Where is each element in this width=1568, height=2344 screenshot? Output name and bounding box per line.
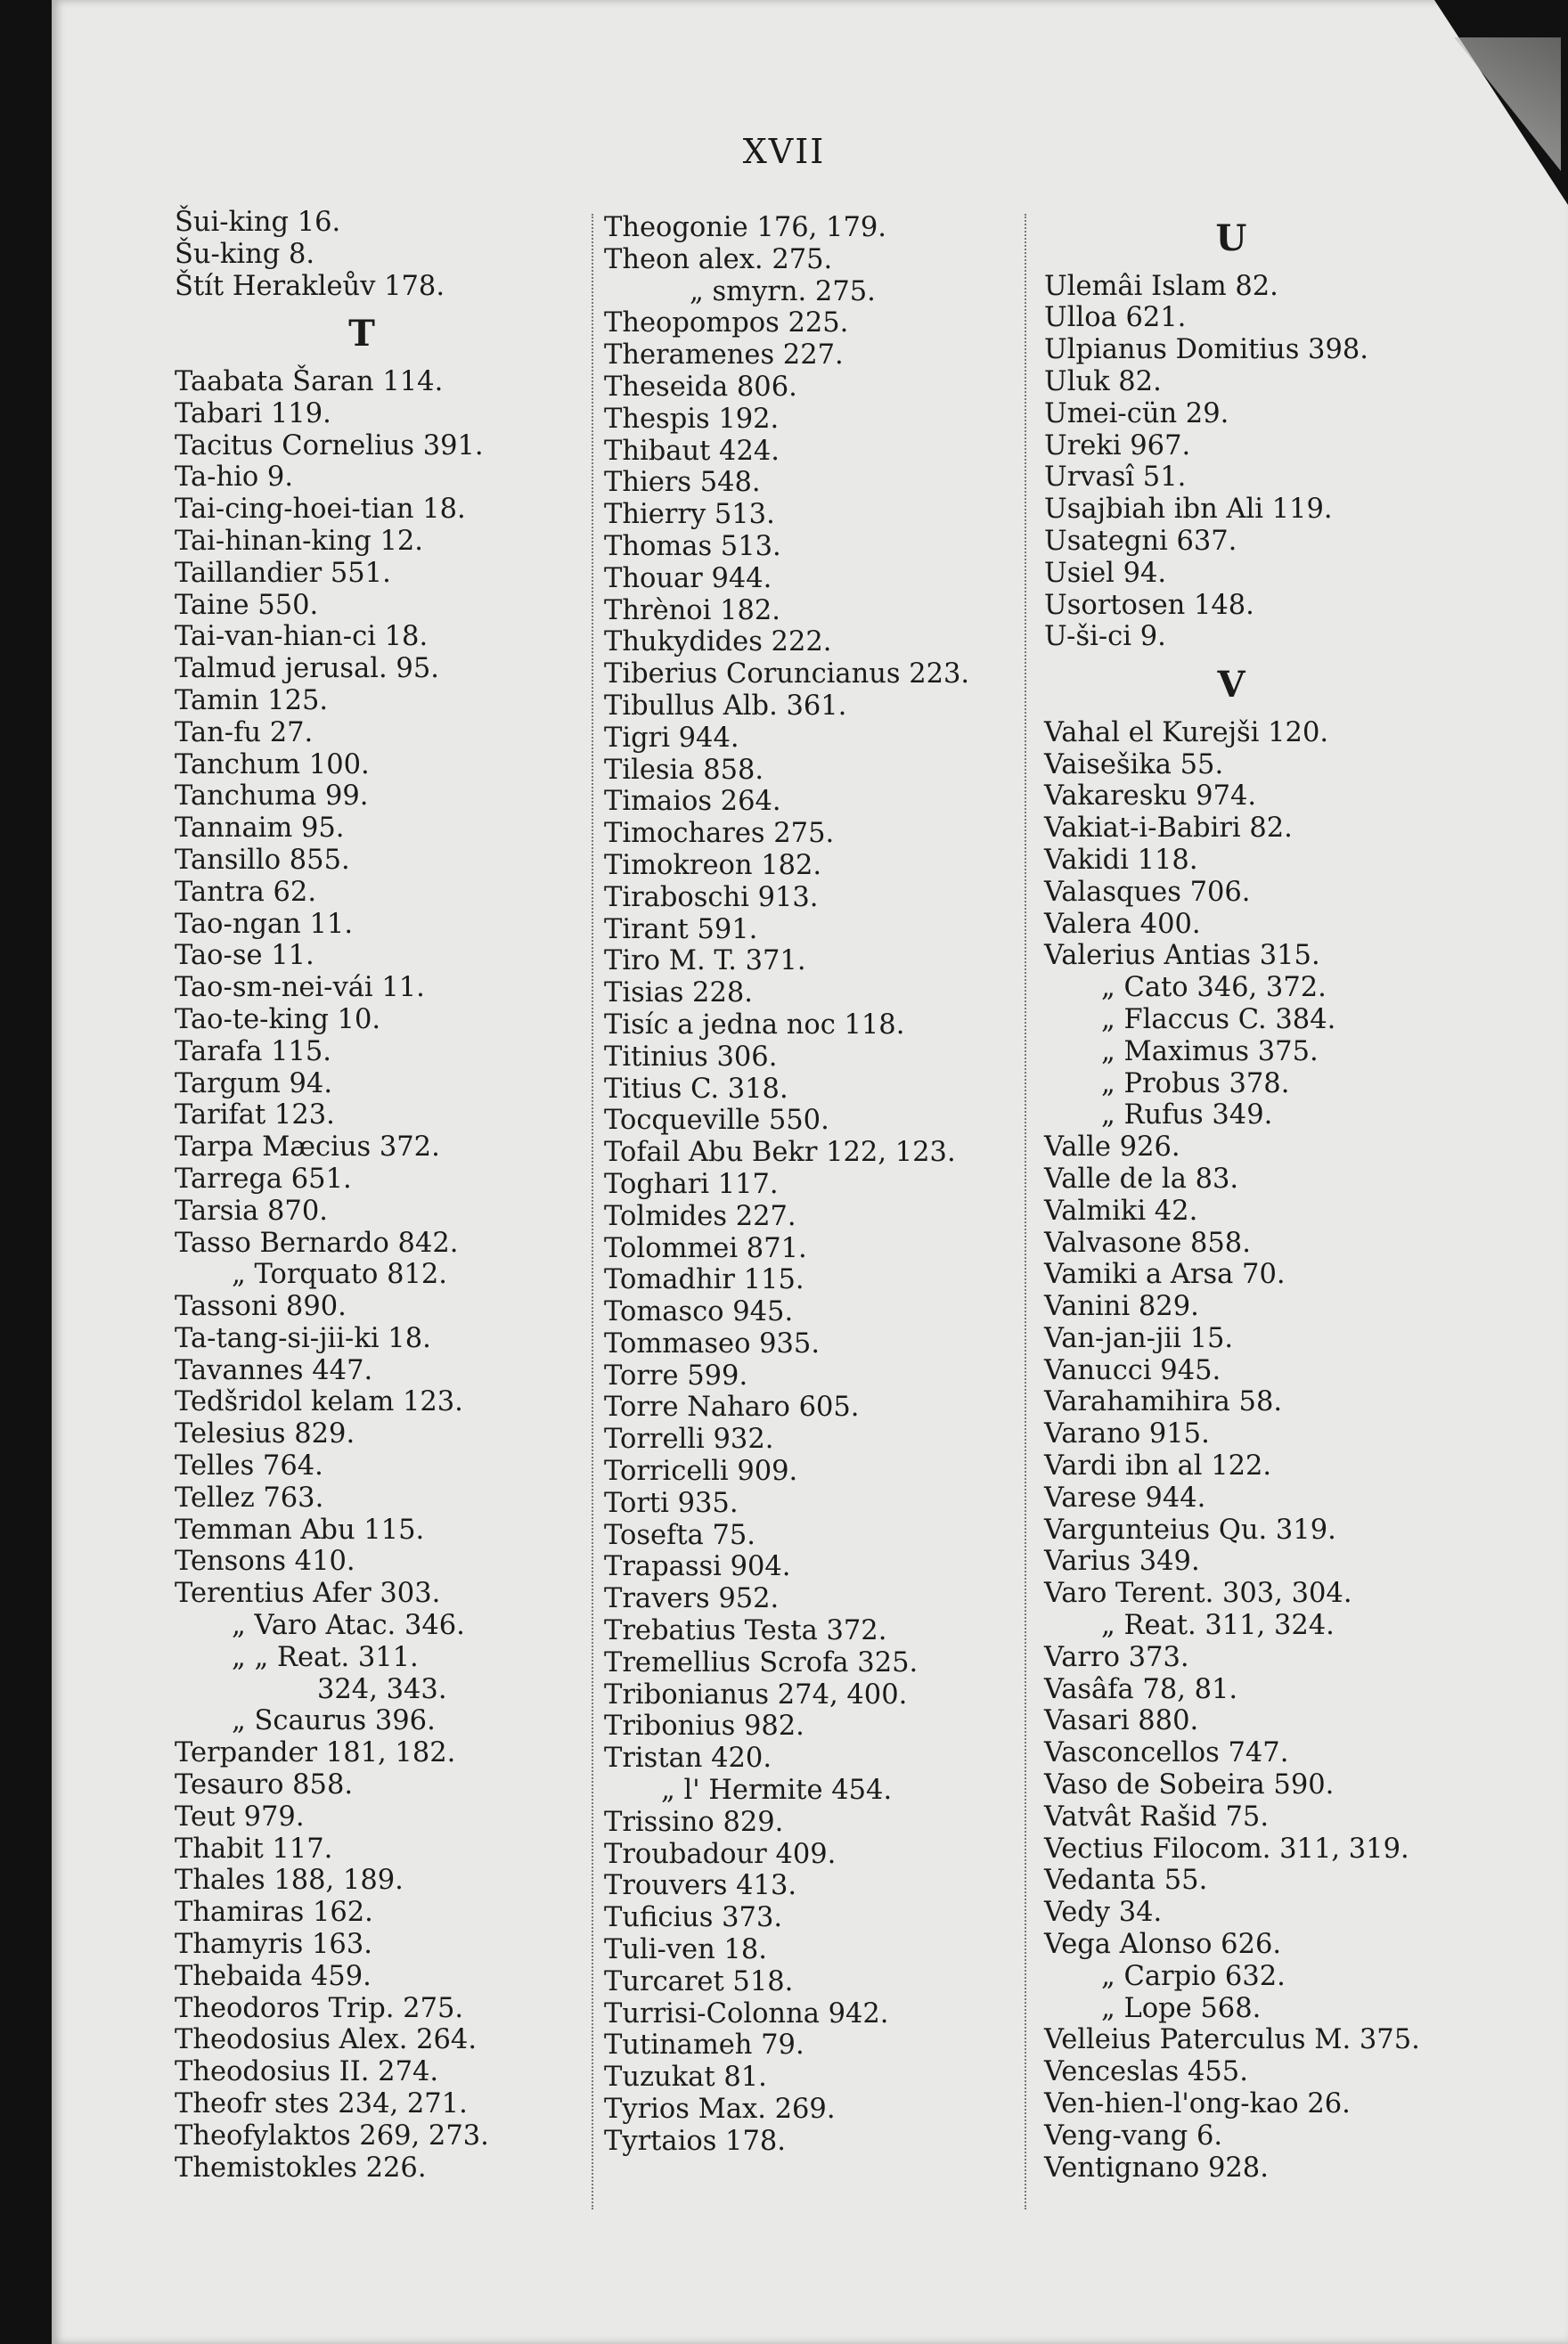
index-entry: Tofail Abu Bekr 122, 123. — [604, 1137, 956, 1169]
index-entry: Tesauro 858. — [175, 1769, 354, 1801]
index-entry: Tao-sm-nei-vái 11. — [175, 972, 425, 1004]
index-entry: Tao-te-king 10. — [175, 1003, 381, 1035]
index-entry: „ Carpio 632. — [1101, 1960, 1286, 1992]
index-entry: Vasconcellos 747. — [1044, 1737, 1289, 1769]
index-entry: Thiers 548. — [604, 467, 761, 499]
index-entry: Tai-hinan-king 12. — [175, 525, 423, 557]
index-entry: Valerius Antias 315. — [1044, 940, 1320, 972]
index-entry: Ven-hien-l'ong-kao 26. — [1044, 2088, 1351, 2120]
index-entry: Šui-king 16. — [175, 207, 341, 238]
index-entry: Telles 764. — [175, 1450, 323, 1482]
index-entry: Themistokles 226. — [175, 2152, 427, 2184]
index-entry: Urvasî 51. — [1044, 461, 1187, 494]
index-entry: Theofylaktos 269, 273. — [175, 2119, 489, 2152]
index-entry: Troubadour 409. — [604, 1838, 837, 1870]
index-entry: Teut 979. — [175, 1801, 305, 1833]
index-entry: Ulloa 621. — [1044, 302, 1187, 334]
index-entry: Varese 944. — [1044, 1482, 1206, 1514]
index-entry: Tibullus Alb. 361. — [604, 690, 847, 722]
index-entry: Thamiras 162. — [175, 1897, 373, 1929]
index-entry: Tan-fu 27. — [175, 716, 314, 748]
index-entry: Tremellius Scrofa 325. — [604, 1646, 919, 1678]
index-entry: Šu-king 8. — [175, 238, 315, 270]
index-entry: Velleius Paterculus M. 375. — [1044, 2024, 1420, 2056]
index-entry: Vahal el Kurejši 120. — [1044, 716, 1329, 748]
index-entry: Veng-vang 6. — [1044, 2119, 1223, 2152]
letter-heading: T — [348, 313, 375, 355]
index-entry: Theramenes 227. — [604, 339, 844, 372]
column-divider — [592, 214, 597, 2209]
index-entry: Vanucci 945. — [1044, 1354, 1221, 1386]
index-entry: Tribonius 982. — [604, 1711, 804, 1743]
index-entry: Vaso de Sobeira 590. — [1044, 1769, 1335, 1801]
letter-heading: U — [1215, 217, 1247, 259]
index-entry: Tavannes 447. — [175, 1354, 373, 1386]
index-entry: Vakidi 118. — [1044, 844, 1198, 876]
index-entry: Tuficius 373. — [604, 1902, 783, 1934]
index-entry: Theopompos 225. — [604, 307, 849, 339]
index-entry: „ Cato 346, 372. — [1101, 972, 1327, 1004]
index-entry: Tiraboschi 913. — [604, 881, 819, 913]
index-entry: Ta-tang-si-jii-ki 18. — [175, 1322, 431, 1354]
index-entry: Tarrega 651. — [175, 1163, 352, 1195]
index-entry: Thespis 192. — [604, 403, 780, 435]
index-entry: 324, 343. — [317, 1673, 447, 1705]
index-entry: Tai-cing-hoei-tian 18. — [175, 494, 466, 526]
index-entry: Tamin 125. — [175, 684, 329, 716]
index-entry: Varo Terent. 303, 304. — [1044, 1578, 1352, 1610]
index-entry: Tilesia 858. — [604, 754, 764, 786]
index-entry: Trapassi 904. — [604, 1551, 791, 1583]
index-entry: Ventignano 928. — [1044, 2152, 1269, 2184]
index-entry: Torre 599. — [604, 1360, 748, 1392]
index-entry: Vanini 829. — [1044, 1291, 1199, 1323]
index-entry: Tansillo 855. — [175, 844, 350, 876]
index-entry: Tassoni 890. — [175, 1291, 347, 1323]
index-entry: Trissino 829. — [604, 1806, 784, 1838]
index-entry: Varano 915. — [1044, 1418, 1210, 1450]
index-entry: Tannaim 95. — [175, 813, 345, 845]
index-entry: Theodosius Alex. 264. — [175, 2024, 478, 2056]
index-entry: Torricelli 909. — [604, 1456, 798, 1488]
index-entry: Thouar 944. — [604, 562, 772, 594]
index-entry: Tyrtaios 178. — [604, 2125, 786, 2157]
index-entry: „ Rufus 349. — [1101, 1099, 1273, 1131]
index-entry: Tomasco 945. — [604, 1296, 794, 1328]
index-entry: Tisíc a jedna noc 118. — [604, 1009, 905, 1041]
index-entry: Tasso Bernardo 842. — [175, 1227, 459, 1259]
index-entry: Tuli-ven 18. — [604, 1934, 767, 1966]
index-entry: Theogonie 176, 179. — [604, 212, 886, 243]
index-entry: Tantra 62. — [175, 876, 317, 908]
index-entry: Usortosen 148. — [1044, 589, 1254, 621]
letter-heading: V — [1217, 664, 1245, 706]
index-entry: Tarafa 115. — [175, 1035, 332, 1067]
index-entry: Theofr stes 234, 271. — [175, 2088, 468, 2120]
index-entry: Tellez 763. — [175, 1482, 324, 1514]
index-entry: Temman Abu 115. — [175, 1514, 425, 1546]
index-entry: „ smyrn. 275. — [690, 275, 876, 307]
index-entry: Tocqueville 550. — [604, 1105, 829, 1137]
index-entry: Torti 935. — [604, 1487, 739, 1519]
index-entry: Tanchuma 99. — [175, 780, 369, 813]
index-entry: Van-jan-jii 15. — [1044, 1322, 1234, 1354]
index-entry: Tarifat 123. — [175, 1099, 335, 1131]
index-entry: Tyrios Max. 269. — [604, 2094, 836, 2126]
index-entry: „ Torquato 812. — [232, 1259, 447, 1291]
index-entry: Ureki 967. — [1044, 429, 1191, 461]
index-entry: Vedanta 55. — [1044, 1865, 1208, 1897]
column-divider — [1025, 214, 1030, 2209]
index-entry: Terpander 181, 182. — [175, 1737, 456, 1769]
index-entry: Vaisešika 55. — [1044, 748, 1224, 780]
index-entry: Thierry 513. — [604, 499, 775, 531]
index-entry: Valle de la 83. — [1044, 1163, 1239, 1195]
index-entry: Thibaut 424. — [604, 435, 780, 467]
index-entry: Theseida 806. — [604, 371, 797, 403]
index-entry: „ l' Hermite 454. — [661, 1775, 893, 1807]
index-entry: Thamyris 163. — [175, 1929, 372, 1961]
index-entry: Ulpianus Domitius 398. — [1044, 334, 1368, 366]
index-entry: Varahamihira 58. — [1044, 1386, 1283, 1418]
index-entry: „ Lope 568. — [1101, 1992, 1262, 2024]
index-entry: „ Maximus 375. — [1101, 1035, 1319, 1067]
index-entry: Thebaida 459. — [175, 1960, 372, 1992]
index-entry: Tutinameh 79. — [604, 2030, 804, 2062]
index-entry: Uluk 82. — [1044, 365, 1162, 397]
index-entry: Travers 952. — [604, 1583, 780, 1615]
index-entry: Thukydides 222. — [604, 626, 832, 658]
index-entry: Targum 94. — [175, 1067, 333, 1099]
index-entry: Ta-hio 9. — [175, 461, 294, 494]
index-entry: Taine 550. — [175, 589, 319, 621]
index-entry: Vakaresku 974. — [1044, 780, 1257, 813]
index-entry: Thomas 513. — [604, 530, 781, 562]
index-entry: Talmud jerusal. 95. — [175, 653, 439, 685]
index-entry: Toghari 117. — [604, 1168, 779, 1200]
index-entry: Titinius 306. — [604, 1041, 778, 1073]
index-entry: Tosefta 75. — [604, 1519, 755, 1551]
index-entry: Ulemâi Islam 82. — [1044, 270, 1278, 302]
index-entry: Tolmides 227. — [604, 1200, 796, 1232]
index-entry: Vega Alonso 626. — [1044, 1929, 1282, 1961]
index-entry: Valle 926. — [1044, 1131, 1180, 1164]
index-entry: Tiberius Coruncianus 223. — [604, 658, 970, 690]
index-entry: Telesius 829. — [175, 1418, 355, 1450]
index-entry: Vatvât Rašid 75. — [1044, 1801, 1270, 1833]
index-entry: Usategni 637. — [1044, 525, 1237, 557]
index-entry: Tomadhir 115. — [604, 1264, 804, 1296]
index-entry: Titius C. 318. — [604, 1073, 788, 1105]
index-entry: Tisias 228. — [604, 977, 753, 1009]
index-entry: Theodosius II. 274. — [175, 2056, 439, 2088]
index-entry: „ Scaurus 396. — [232, 1705, 436, 1737]
index-entry: „ Probus 378. — [1101, 1067, 1290, 1099]
index-entry: Tigri 944. — [604, 722, 739, 754]
index-entry: Tarsia 870. — [175, 1195, 328, 1227]
index-entry: Vasari 880. — [1044, 1705, 1199, 1737]
index-entry: Varius 349. — [1044, 1546, 1200, 1578]
index-entry: Tabari 119. — [175, 397, 331, 429]
index-entry: „ „ Reat. 311. — [232, 1641, 419, 1673]
index-entry: Valera 400. — [1044, 908, 1201, 940]
index-entry: Tiro M. T. 371. — [604, 945, 806, 977]
index-entry: Vectius Filocom. 311, 319. — [1044, 1833, 1409, 1865]
index-entry: Thales 188, 189. — [175, 1865, 404, 1897]
index-entry: Tao-se 11. — [175, 940, 314, 972]
index-entry: Terentius Afer 303. — [175, 1578, 441, 1610]
index-entry: Valvasone 858. — [1044, 1227, 1251, 1259]
index-entry: Usajbiah ibn Ali 119. — [1044, 494, 1333, 526]
index-entry: U-ši-ci 9. — [1044, 621, 1166, 653]
index-entry: Vardi ibn al 122. — [1044, 1450, 1272, 1482]
index-entry: Tommaseo 935. — [604, 1327, 821, 1360]
index-entry: Turcaret 518. — [604, 1965, 794, 1997]
index-entry: Varro 373. — [1044, 1641, 1189, 1673]
index-entry: Theodoros Trip. 275. — [175, 1992, 464, 2024]
index-entry: „ Reat. 311, 324. — [1101, 1610, 1335, 1642]
index-entry: Tarpa Mæcius 372. — [175, 1131, 440, 1164]
index-entry: Theon alex. 275. — [604, 243, 833, 275]
index-entry: Vamiki a Arsa 70. — [1044, 1259, 1286, 1291]
index-entry: Timokreon 182. — [604, 849, 822, 881]
index-entry: Tirant 591. — [604, 913, 758, 945]
index-entry: Timochares 275. — [604, 818, 835, 850]
index-entry: Turrisi-Colonna 942. — [604, 1997, 889, 2030]
index-entry: Valasques 706. — [1044, 876, 1251, 908]
index-entry: Tuzukat 81. — [604, 2062, 767, 2094]
index-column-3 — [1044, 207, 1445, 2184]
index-entry: Štít Herakleův 178. — [175, 270, 445, 302]
index-entry: Tolommei 871. — [604, 1232, 807, 1264]
index-entry: Vasâfa 78, 81. — [1044, 1673, 1238, 1705]
index-entry: Torrelli 932. — [604, 1424, 774, 1456]
index-entry: Vargunteius Qu. 319. — [1044, 1514, 1336, 1546]
index-column-2 — [604, 212, 1014, 2158]
index-entry: „ Flaccus C. 384. — [1101, 1003, 1336, 1035]
index-entry: Taabata Šaran 114. — [175, 365, 444, 397]
index-entry: Trebatius Testa 372. — [604, 1615, 887, 1647]
index-entry: Tai-van-hian-ci 18. — [175, 621, 429, 653]
index-column-1 — [175, 207, 584, 2184]
index-entry: Umei-cün 29. — [1044, 397, 1229, 429]
index-entry: Tanchum 100. — [175, 748, 370, 780]
index-entry: Thabit 117. — [175, 1833, 333, 1865]
index-entry: Tensons 410. — [175, 1546, 355, 1578]
page-number: XVII — [742, 132, 826, 171]
index-entry: Venceslas 455. — [1044, 2056, 1248, 2088]
index-entry: „ Varo Atac. 346. — [232, 1610, 465, 1642]
index-entry: Torre Naharo 605. — [604, 1392, 860, 1424]
index-entry: Tedšridol kelam 123. — [175, 1386, 463, 1418]
index-entry: Thrènoi 182. — [604, 594, 780, 626]
index-entry: Vakiat-i-Babiri 82. — [1044, 813, 1293, 845]
index-entry: Tristan 420. — [604, 1743, 772, 1775]
index-entry: Timaios 264. — [604, 786, 781, 818]
index-entry: Tacitus Cornelius 391. — [175, 429, 484, 461]
index-entry: Usiel 94. — [1044, 557, 1167, 589]
index-entry: Tao-ngan 11. — [175, 908, 354, 940]
index-entry: Taillandier 551. — [175, 557, 391, 589]
index-entry: Tribonianus 274, 400. — [604, 1678, 908, 1711]
index-entry: Valmiki 42. — [1044, 1195, 1198, 1227]
index-entry: Vedy 34. — [1044, 1897, 1163, 1929]
index-entry: Trouvers 413. — [604, 1870, 797, 1902]
